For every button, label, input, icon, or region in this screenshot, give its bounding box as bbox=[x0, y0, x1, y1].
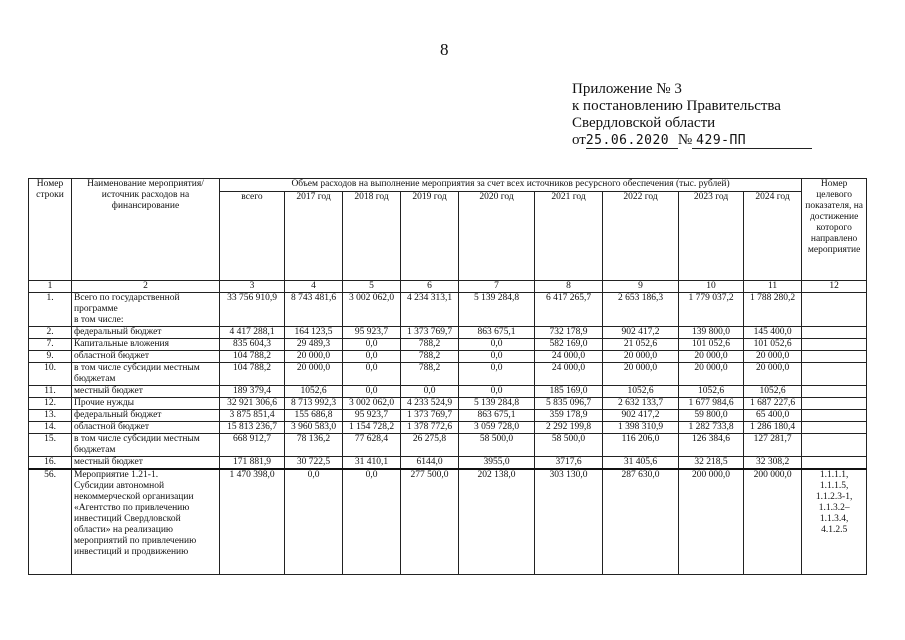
value-cell: 31 410,1 bbox=[343, 457, 401, 470]
value-cell: 6 417 265,7 bbox=[535, 293, 603, 327]
header-2019: 2019 год bbox=[401, 192, 459, 281]
value-cell: 1 677 984,6 bbox=[679, 398, 744, 410]
value-cell: 104 788,2 bbox=[220, 363, 285, 386]
column-number: 5 bbox=[343, 281, 401, 293]
value-cell: 20 000,0 bbox=[679, 351, 744, 363]
value-cell: 2 653 186,3 bbox=[603, 293, 679, 327]
value-cell: 732 178,9 bbox=[535, 327, 603, 339]
value-cell: 668 912,7 bbox=[220, 434, 285, 457]
value-cell: 3955,0 bbox=[459, 457, 535, 470]
value-cell: 58 500,0 bbox=[459, 434, 535, 457]
header-2020: 2020 год bbox=[459, 192, 535, 281]
appendix-region: Свердловской области bbox=[572, 115, 716, 131]
value-cell: 139 800,0 bbox=[679, 327, 744, 339]
row-name: Капитальные вложения bbox=[72, 339, 220, 351]
value-cell: 200 000,0 bbox=[744, 469, 802, 574]
value-cell: 4 417 288,1 bbox=[220, 327, 285, 339]
value-cell: 1052,6 bbox=[285, 386, 343, 398]
column-number: 8 bbox=[535, 281, 603, 293]
value-cell: 58 500,0 bbox=[535, 434, 603, 457]
value-cell: 1 282 733,8 bbox=[679, 422, 744, 434]
column-number: 3 bbox=[220, 281, 285, 293]
table-row bbox=[29, 457, 867, 470]
value-cell: 26 275,8 bbox=[401, 434, 459, 457]
value-cell: 1 373 769,7 bbox=[401, 410, 459, 422]
header-name: Наименование мероприятия/источник расходов на финансирование bbox=[72, 179, 220, 281]
value-cell: 1 398 310,9 bbox=[603, 422, 679, 434]
value-cell: 0,0 bbox=[343, 351, 401, 363]
value-cell: 185 169,0 bbox=[535, 386, 603, 398]
value-cell: 95 923,7 bbox=[343, 410, 401, 422]
value-cell: 30 722,5 bbox=[285, 457, 343, 470]
value-cell: 4 233 524,9 bbox=[401, 398, 459, 410]
value-cell: 20 000,0 bbox=[603, 351, 679, 363]
value-cell: 171 881,9 bbox=[220, 457, 285, 470]
indicator-cell bbox=[802, 327, 867, 339]
table-row bbox=[29, 422, 867, 434]
indicator-cell bbox=[802, 457, 867, 470]
value-cell: 24 000,0 bbox=[535, 351, 603, 363]
table-row bbox=[29, 293, 867, 327]
value-cell: 0,0 bbox=[401, 386, 459, 398]
table-row bbox=[29, 339, 867, 351]
value-cell: 3 002 062,0 bbox=[343, 293, 401, 327]
row-number: 14. bbox=[29, 422, 72, 434]
value-cell: 145 400,0 bbox=[744, 327, 802, 339]
column-numbers-row bbox=[29, 281, 867, 293]
value-cell: 200 000,0 bbox=[679, 469, 744, 574]
appendix-date-number bbox=[572, 132, 812, 149]
row-number: 56. bbox=[29, 469, 72, 574]
indicator-cell bbox=[802, 386, 867, 398]
value-cell: 20 000,0 bbox=[603, 363, 679, 386]
value-cell: 788,2 bbox=[401, 363, 459, 386]
column-number: 1 bbox=[29, 281, 72, 293]
value-cell: 59 800,0 bbox=[679, 410, 744, 422]
row-name: в том числе субсидии местным бюджетам bbox=[72, 363, 220, 386]
value-cell: 2 292 199,8 bbox=[535, 422, 603, 434]
row-name: в том числе субсидии местным бюджетам bbox=[72, 434, 220, 457]
header-2023: 2023 год bbox=[679, 192, 744, 281]
indicator-cell bbox=[802, 410, 867, 422]
row-name: Всего по государственной программе в том числе: bbox=[72, 293, 220, 327]
value-cell: 1 154 728,2 bbox=[343, 422, 401, 434]
column-number: 6 bbox=[401, 281, 459, 293]
row-name: местный бюджет bbox=[72, 457, 220, 470]
row-name: местный бюджет bbox=[72, 386, 220, 398]
table-row bbox=[29, 410, 867, 422]
value-cell: 101 052,6 bbox=[679, 339, 744, 351]
column-number: 11 bbox=[744, 281, 802, 293]
indicator-cell: 1.1.1.1, 1.1.1.5, 1.1.2.3-1, 1.1.3.2– 1.1.3.4, 4.1.2.5 bbox=[802, 469, 867, 574]
value-cell: 155 686,8 bbox=[285, 410, 343, 422]
value-cell: 3 002 062,0 bbox=[343, 398, 401, 410]
column-number: 9 bbox=[603, 281, 679, 293]
value-cell: 0,0 bbox=[459, 363, 535, 386]
value-cell: 0,0 bbox=[459, 351, 535, 363]
value-cell: 287 630,0 bbox=[603, 469, 679, 574]
row-number: 1. bbox=[29, 293, 72, 327]
value-cell: 32 218,5 bbox=[679, 457, 744, 470]
table-row bbox=[29, 327, 867, 339]
column-number: 12 bbox=[802, 281, 867, 293]
header-2021: 2021 год bbox=[535, 192, 603, 281]
appendix-title: Приложение № 3 bbox=[572, 81, 682, 97]
appendix-header bbox=[572, 81, 812, 149]
header-volume: Объем расходов на выполнение мероприятия за счет всех источников ресурсного обеспечения (тыс. рублей) bbox=[220, 179, 802, 192]
value-cell: 20 000,0 bbox=[285, 363, 343, 386]
value-cell: 32 921 306,6 bbox=[220, 398, 285, 410]
value-cell: 303 130,0 bbox=[535, 469, 603, 574]
value-cell: 29 489,3 bbox=[285, 339, 343, 351]
resolution-date: 25.06.2020 bbox=[586, 133, 678, 149]
row-name: Прочие нужды bbox=[72, 398, 220, 410]
indicator-cell bbox=[802, 422, 867, 434]
row-number: 7. bbox=[29, 339, 72, 351]
value-cell: 202 138,0 bbox=[459, 469, 535, 574]
value-cell: 65 400,0 bbox=[744, 410, 802, 422]
value-cell: 1 687 227,6 bbox=[744, 398, 802, 410]
header-total: всего bbox=[220, 192, 285, 281]
value-cell: 277 500,0 bbox=[401, 469, 459, 574]
header-indicator: Номер целевого показателя, на достижение которого направлено мероприятие bbox=[802, 179, 867, 281]
table-row bbox=[29, 398, 867, 410]
column-number: 7 bbox=[459, 281, 535, 293]
value-cell: 0,0 bbox=[343, 339, 401, 351]
value-cell: 788,2 bbox=[401, 339, 459, 351]
indicator-cell bbox=[802, 363, 867, 386]
table-row bbox=[29, 434, 867, 457]
from-label: от bbox=[572, 132, 586, 148]
row-number: 13. bbox=[29, 410, 72, 422]
value-cell: 20 000,0 bbox=[744, 363, 802, 386]
value-cell: 78 136,2 bbox=[285, 434, 343, 457]
value-cell: 863 675,1 bbox=[459, 327, 535, 339]
row-name: Мероприятие 1.21-1. Субсидии автономной некоммерческой организации «Агентство по привлечению инвестиций Свердловской области» на реализацию мероприятий по привлечению инвестиций и продвижению bbox=[72, 469, 220, 574]
header-2022: 2022 год bbox=[603, 192, 679, 281]
indicator-cell bbox=[802, 339, 867, 351]
value-cell: 902 417,2 bbox=[603, 410, 679, 422]
value-cell: 0,0 bbox=[343, 386, 401, 398]
value-cell: 24 000,0 bbox=[535, 363, 603, 386]
indicator-cell bbox=[802, 434, 867, 457]
value-cell: 3 960 583,0 bbox=[285, 422, 343, 434]
row-name: областной бюджет bbox=[72, 422, 220, 434]
value-cell: 582 169,0 bbox=[535, 339, 603, 351]
value-cell: 33 756 910,9 bbox=[220, 293, 285, 327]
number-label: № bbox=[677, 132, 693, 148]
value-cell: 104 788,2 bbox=[220, 351, 285, 363]
value-cell: 77 628,4 bbox=[343, 434, 401, 457]
value-cell: 127 281,7 bbox=[744, 434, 802, 457]
value-cell: 863 675,1 bbox=[459, 410, 535, 422]
table-row bbox=[29, 363, 867, 386]
table-row bbox=[29, 469, 867, 574]
value-cell: 0,0 bbox=[459, 386, 535, 398]
value-cell: 1 286 180,4 bbox=[744, 422, 802, 434]
value-cell: 5 139 284,8 bbox=[459, 398, 535, 410]
value-cell: 20 000,0 bbox=[744, 351, 802, 363]
value-cell: 1052,6 bbox=[744, 386, 802, 398]
row-number: 9. bbox=[29, 351, 72, 363]
column-number: 10 bbox=[679, 281, 744, 293]
value-cell: 4 234 313,1 bbox=[401, 293, 459, 327]
page-number: 8 bbox=[440, 40, 449, 59]
value-cell: 1 373 769,7 bbox=[401, 327, 459, 339]
value-cell: 32 308,2 bbox=[744, 457, 802, 470]
value-cell: 1 378 772,6 bbox=[401, 422, 459, 434]
value-cell: 835 604,3 bbox=[220, 339, 285, 351]
value-cell: 5 835 096,7 bbox=[535, 398, 603, 410]
value-cell: 21 052,6 bbox=[603, 339, 679, 351]
value-cell: 1052,6 bbox=[603, 386, 679, 398]
value-cell: 3 059 728,0 bbox=[459, 422, 535, 434]
value-cell: 0,0 bbox=[459, 339, 535, 351]
value-cell: 0,0 bbox=[285, 469, 343, 574]
row-number: 12. bbox=[29, 398, 72, 410]
value-cell: 31 405,6 bbox=[603, 457, 679, 470]
column-number: 4 bbox=[285, 281, 343, 293]
row-number: 2. bbox=[29, 327, 72, 339]
value-cell: 359 178,9 bbox=[535, 410, 603, 422]
row-number: 15. bbox=[29, 434, 72, 457]
table-row bbox=[29, 351, 867, 363]
value-cell: 116 206,0 bbox=[603, 434, 679, 457]
value-cell: 8 713 992,3 bbox=[285, 398, 343, 410]
resolution-number: 429-ПП bbox=[692, 133, 812, 149]
value-cell: 1 788 280,2 bbox=[744, 293, 802, 327]
row-number: 10. bbox=[29, 363, 72, 386]
expenditure-table bbox=[28, 178, 867, 575]
indicator-cell bbox=[802, 293, 867, 327]
row-name: областной бюджет bbox=[72, 351, 220, 363]
header-2017: 2017 год bbox=[285, 192, 343, 281]
value-cell: 8 743 481,6 bbox=[285, 293, 343, 327]
value-cell: 189 379,4 bbox=[220, 386, 285, 398]
value-cell: 20 000,0 bbox=[679, 363, 744, 386]
header-2024: 2024 год bbox=[744, 192, 802, 281]
column-number: 2 bbox=[72, 281, 220, 293]
row-number: 16. bbox=[29, 457, 72, 470]
row-name: федеральный бюджет bbox=[72, 410, 220, 422]
indicator-cell bbox=[802, 351, 867, 363]
value-cell: 1 470 398,0 bbox=[220, 469, 285, 574]
value-cell: 3 875 851,4 bbox=[220, 410, 285, 422]
value-cell: 1 779 037,2 bbox=[679, 293, 744, 327]
value-cell: 20 000,0 bbox=[285, 351, 343, 363]
indicator-cell bbox=[802, 398, 867, 410]
header-2018: 2018 год bbox=[343, 192, 401, 281]
value-cell: 2 632 133,7 bbox=[603, 398, 679, 410]
value-cell: 3717,6 bbox=[535, 457, 603, 470]
value-cell: 5 139 284,8 bbox=[459, 293, 535, 327]
value-cell: 15 813 236,7 bbox=[220, 422, 285, 434]
value-cell: 788,2 bbox=[401, 351, 459, 363]
value-cell: 95 923,7 bbox=[343, 327, 401, 339]
row-name: федеральный бюджет bbox=[72, 327, 220, 339]
row-number: 11. bbox=[29, 386, 72, 398]
header-row-number: Номер строки bbox=[29, 179, 72, 281]
value-cell: 0,0 bbox=[343, 469, 401, 574]
appendix-resolution: к постановлению Правительства bbox=[572, 98, 781, 114]
table-row bbox=[29, 386, 867, 398]
value-cell: 0,0 bbox=[343, 363, 401, 386]
value-cell: 1052,6 bbox=[679, 386, 744, 398]
value-cell: 6144,0 bbox=[401, 457, 459, 470]
value-cell: 101 052,6 bbox=[744, 339, 802, 351]
value-cell: 126 384,6 bbox=[679, 434, 744, 457]
value-cell: 902 417,2 bbox=[603, 327, 679, 339]
value-cell: 164 123,5 bbox=[285, 327, 343, 339]
